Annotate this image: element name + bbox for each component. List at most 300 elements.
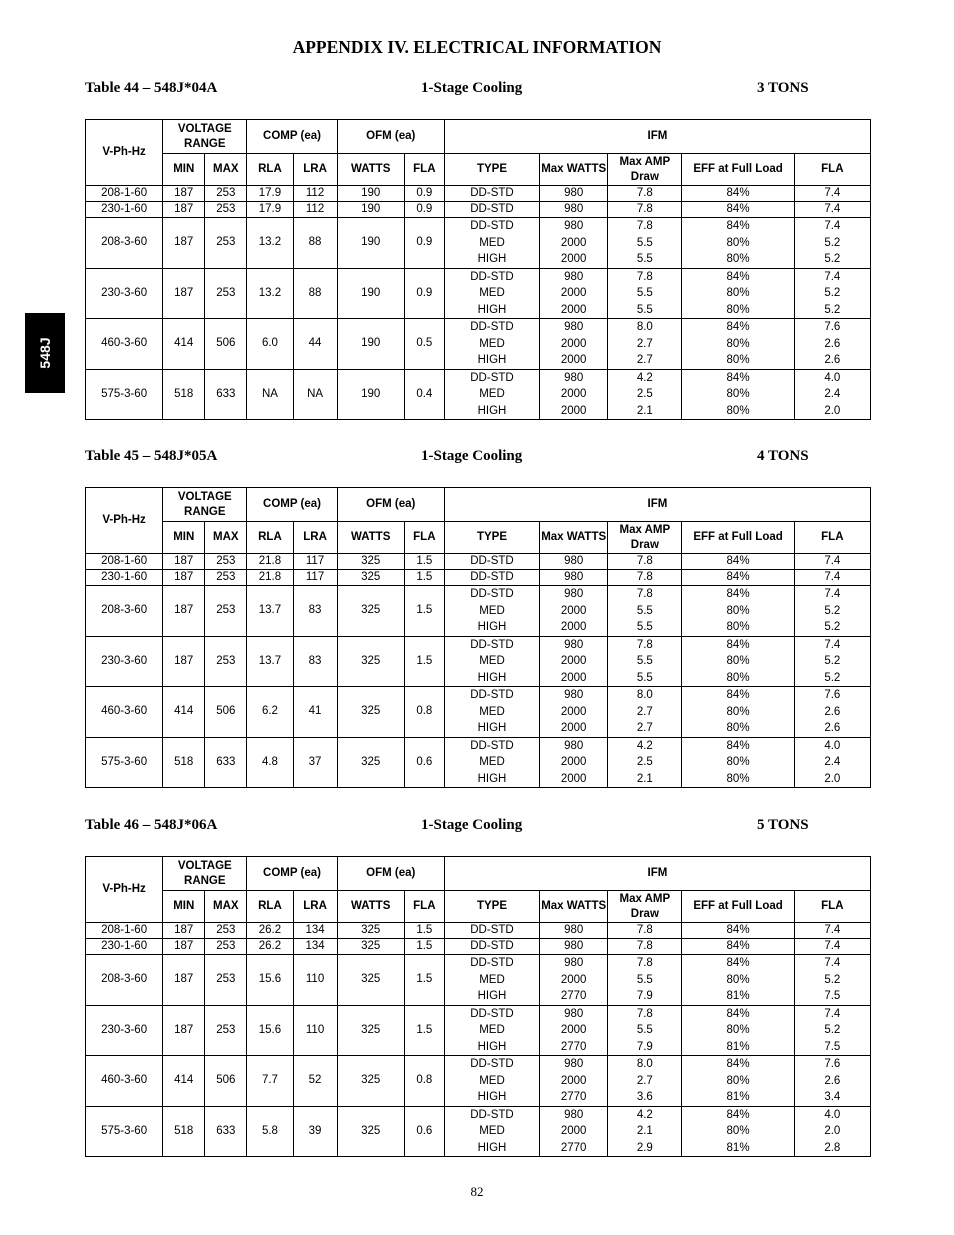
header-row: [86, 522, 871, 554]
table-row: [86, 1005, 871, 1056]
ifm-eff-cell: [682, 268, 794, 319]
ifm-type-value: MED: [479, 287, 505, 299]
ifm-eff-value: 80%: [726, 337, 750, 350]
ifm-type-value: HIGH: [477, 354, 507, 366]
ifm-type-value: HIGH: [477, 722, 507, 734]
header-watts: WATTS: [337, 891, 404, 923]
ifm-eff-value: 80%: [726, 236, 750, 249]
ifm-fla-value: 5.2: [824, 604, 841, 617]
header-ifm-fla: FLA: [794, 891, 870, 923]
ifm-fla-cell: [794, 369, 870, 420]
ifm-type-value: DD-STD: [470, 739, 514, 752]
ifm-watts-value: 2000: [560, 1024, 587, 1036]
header-voltage-range: VOLTAGE RANGE: [163, 857, 247, 891]
header-rla: RLA: [247, 522, 293, 554]
ifm-eff-cell: [682, 369, 794, 420]
ifm-type-value: MED: [479, 1074, 505, 1087]
ifm-watts-value: 2000: [560, 337, 587, 350]
ifm-fla-value: 7.5: [824, 1040, 841, 1053]
ifm-eff-value: 84%: [726, 371, 750, 384]
ifm-fla-value: 5.2: [824, 303, 841, 316]
rla-cell: 21.8: [247, 570, 293, 586]
header-max-watts: Max WATTS: [540, 891, 608, 923]
fla-cell: 0.5: [404, 319, 444, 370]
watts-cell: 190: [337, 186, 404, 202]
ifm-type-cell: DD-STD: [444, 939, 539, 955]
ifm-eff-value: 80%: [726, 388, 750, 400]
ifm-amp-cell: [608, 636, 682, 687]
header-ifm: IFM: [444, 857, 870, 891]
max-cell: 506: [205, 319, 247, 370]
ifm-amp-value: 8.0: [636, 1058, 653, 1070]
min-cell: 187: [163, 636, 205, 687]
header-ofm: OFM (ea): [337, 857, 444, 891]
ifm-watts-cell: [540, 737, 608, 788]
ifm-watts-cell: 980: [540, 186, 608, 202]
ifm-fla-value: 7.4: [824, 957, 841, 969]
ifm-type-value: DD-STD: [470, 638, 514, 651]
max-cell: 253: [205, 636, 247, 687]
rla-cell: NA: [247, 369, 293, 420]
vph-cell: 460-3-60: [86, 687, 163, 738]
ifm-amp-value: 2.1: [636, 1125, 653, 1137]
ifm-type-value: MED: [479, 973, 505, 986]
ifm-fla-value: 7.4: [824, 1007, 841, 1020]
ifm-eff-value: 80%: [726, 772, 750, 785]
ifm-amp-value: 8.0: [636, 689, 653, 701]
ifm-amp-value: 7.8: [636, 957, 653, 969]
ifm-amp-cell: [608, 268, 682, 319]
ifm-type-value: HIGH: [477, 990, 507, 1002]
ifm-fla-value: 7.6: [824, 689, 841, 701]
ifm-eff-cell: [682, 319, 794, 370]
header-ofm: OFM (ea): [337, 120, 444, 154]
vph-cell: 208-3-60: [86, 218, 163, 269]
watts-cell: 325: [337, 554, 404, 570]
table-tons: 5 TONS: [757, 817, 809, 833]
table-row: [86, 268, 871, 319]
ifm-amp-value: 7.8: [636, 588, 653, 600]
ifm-fla-value: 4.0: [824, 1108, 841, 1121]
header-max-amp-draw: Max AMP Draw: [608, 154, 682, 186]
ifm-type-value: MED: [479, 388, 505, 400]
ifm-type-value: DD-STD: [470, 1108, 514, 1121]
ifm-type-cell: DD-STD: [444, 202, 539, 218]
ifm-type-cell: [444, 1056, 539, 1107]
ifm-watts-value: 980: [564, 739, 584, 752]
ifm-eff-cell: [682, 1106, 794, 1157]
ifm-eff-value: 80%: [726, 973, 750, 986]
ifm-type-value: DD-STD: [470, 321, 514, 333]
ifm-fla-value: 2.0: [824, 772, 841, 785]
ifm-fla-value: 2.6: [824, 354, 841, 366]
ifm-watts-value: 2000: [560, 287, 587, 299]
ifm-watts-cell: [540, 369, 608, 420]
table-row: [86, 554, 871, 570]
header-min: MIN: [163, 154, 205, 186]
ifm-amp-value: 5.5: [636, 1024, 653, 1036]
ifm-watts-value: 2770: [560, 1040, 587, 1053]
ifm-eff-value: 84%: [726, 270, 750, 283]
side-tab-label: 548J: [37, 337, 53, 369]
ifm-watts-cell: [540, 1005, 608, 1056]
ifm-fla-cell: [794, 268, 870, 319]
header-eff: EFF at Full Load: [682, 154, 794, 186]
ifm-fla-value: 5.2: [824, 655, 841, 667]
ifm-eff-value: 80%: [726, 1074, 750, 1087]
ifm-watts-cell: [540, 955, 608, 1006]
ifm-type-cell: DD-STD: [444, 570, 539, 586]
watts-cell: 325: [337, 939, 404, 955]
rla-cell: 13.2: [247, 218, 293, 269]
ifm-fla-value: 5.2: [824, 1024, 841, 1036]
ifm-watts-value: 980: [564, 1058, 584, 1070]
ifm-eff-cell: 84%: [682, 939, 794, 955]
watts-cell: 325: [337, 687, 404, 738]
ifm-watts-value: 980: [564, 371, 584, 384]
ifm-eff-cell: [682, 955, 794, 1006]
ifm-watts-value: 2000: [560, 772, 587, 785]
ifm-watts-value: 2000: [560, 404, 587, 417]
ifm-fla-cell: 7.4: [794, 939, 870, 955]
min-cell: 518: [163, 1106, 205, 1157]
ifm-type-value: DD-STD: [470, 1058, 514, 1070]
ifm-fla-cell: [794, 218, 870, 269]
table-heading: [85, 448, 871, 468]
fla-cell: 1.5: [404, 955, 444, 1006]
table-stage: 1-Stage Cooling: [421, 817, 523, 833]
ifm-amp-cell: [608, 1005, 682, 1056]
rla-cell: 15.6: [247, 955, 293, 1006]
header-max-amp-draw: Max AMP Draw: [608, 891, 682, 923]
watts-cell: 325: [337, 737, 404, 788]
ifm-watts-value: 980: [564, 1007, 584, 1020]
rla-cell: 17.9: [247, 186, 293, 202]
max-cell: 253: [205, 570, 247, 586]
ifm-watts-value: 2000: [560, 303, 587, 316]
page-number: 82: [470, 1184, 484, 1199]
ifm-type-value: HIGH: [477, 253, 507, 265]
ifm-eff-value: 84%: [726, 1007, 750, 1020]
header-min: MIN: [163, 522, 205, 554]
ifm-watts-value: 2000: [560, 671, 587, 684]
ifm-type-value: DD-STD: [470, 1007, 514, 1020]
header-type: TYPE: [444, 891, 539, 923]
fla-cell: 0.8: [404, 1056, 444, 1107]
ifm-type-cell: [444, 636, 539, 687]
lra-cell: 88: [293, 268, 337, 319]
ifm-type-value: MED: [479, 604, 505, 617]
ifm-fla-value: 2.6: [824, 705, 841, 718]
ifm-fla-value: 7.6: [824, 1058, 841, 1070]
ifm-amp-cell: [608, 369, 682, 420]
ifm-type-cell: [444, 268, 539, 319]
ifm-fla-value: 2.6: [824, 722, 841, 734]
watts-cell: 325: [337, 1106, 404, 1157]
header-max: MAX: [205, 891, 247, 923]
ifm-fla-cell: 7.4: [794, 923, 870, 939]
vph-cell: 208-1-60: [86, 186, 163, 202]
ifm-fla-value: 5.2: [824, 236, 841, 249]
ifm-amp-cell: [608, 218, 682, 269]
ifm-eff-cell: [682, 737, 794, 788]
max-cell: 253: [205, 939, 247, 955]
ifm-watts-cell: [540, 636, 608, 687]
header-fla: FLA: [404, 154, 444, 186]
fla-cell: 1.5: [404, 586, 444, 637]
header-ifm: IFM: [444, 488, 870, 522]
ifm-type-value: HIGH: [477, 621, 507, 633]
ifm-fla-value: 7.5: [824, 990, 841, 1002]
ifm-watts-value: 2000: [560, 1074, 587, 1087]
ifm-eff-value: 80%: [726, 354, 750, 366]
ifm-type-cell: [444, 1106, 539, 1157]
ifm-eff-value: 84%: [726, 1108, 750, 1121]
ifm-eff-value: 80%: [726, 621, 750, 633]
ifm-amp-value: 7.8: [636, 638, 653, 651]
ifm-watts-cell: 980: [540, 202, 608, 218]
ifm-type-cell: DD-STD: [444, 554, 539, 570]
ifm-amp-cell: [608, 586, 682, 637]
ifm-fla-cell: [794, 1005, 870, 1056]
watts-cell: 325: [337, 586, 404, 637]
rla-cell: 4.8: [247, 737, 293, 788]
side-tab: [25, 313, 65, 393]
ifm-watts-cell: [540, 218, 608, 269]
rla-cell: 7.7: [247, 1056, 293, 1107]
table-row: [86, 202, 871, 218]
ifm-fla-value: 7.4: [824, 220, 841, 232]
ifm-type-cell: [444, 687, 539, 738]
table-tons: 3 TONS: [757, 80, 809, 96]
ifm-watts-value: 980: [564, 689, 584, 701]
ifm-fla-cell: [794, 319, 870, 370]
ifm-type-value: MED: [479, 337, 505, 350]
electrical-table: [85, 487, 871, 788]
table-title: Table 46 – 548J*06A: [85, 817, 218, 833]
ifm-type-cell: [444, 955, 539, 1006]
min-cell: 187: [163, 268, 205, 319]
min-cell: 414: [163, 319, 205, 370]
ifm-watts-value: 2000: [560, 253, 587, 265]
table-stage: 1-Stage Cooling: [421, 80, 523, 96]
fla-cell: 0.9: [404, 218, 444, 269]
ifm-fla-value: 2.0: [824, 404, 841, 417]
ifm-fla-cell: [794, 1106, 870, 1157]
min-cell: 187: [163, 218, 205, 269]
table-heading: [85, 817, 871, 837]
vph-cell: 208-3-60: [86, 955, 163, 1006]
vph-cell: 230-3-60: [86, 636, 163, 687]
header-lra: LRA: [293, 891, 337, 923]
lra-cell: 83: [293, 586, 337, 637]
ifm-type-value: MED: [479, 705, 505, 718]
ifm-type-cell: DD-STD: [444, 186, 539, 202]
ifm-amp-value: 7.8: [636, 220, 653, 232]
ifm-amp-value: 5.5: [636, 287, 653, 299]
ifm-watts-cell: [540, 1106, 608, 1157]
header-voltage-range: VOLTAGE RANGE: [163, 488, 247, 522]
min-cell: 187: [163, 939, 205, 955]
header-fla: FLA: [404, 522, 444, 554]
ifm-amp-cell: 7.8: [608, 923, 682, 939]
fla-cell: 0.6: [404, 1106, 444, 1157]
ifm-amp-value: 2.9: [636, 1141, 653, 1154]
ifm-fla-cell: [794, 636, 870, 687]
fla-cell: 1.5: [404, 939, 444, 955]
vph-cell: 230-1-60: [86, 939, 163, 955]
ifm-fla-value: 7.4: [824, 588, 841, 600]
header-vph: V-Ph-Hz: [86, 488, 163, 554]
min-cell: 414: [163, 1056, 205, 1107]
ifm-eff-cell: 84%: [682, 202, 794, 218]
rla-cell: 26.2: [247, 939, 293, 955]
fla-cell: 0.9: [404, 202, 444, 218]
ifm-fla-cell: 7.4: [794, 554, 870, 570]
max-cell: 633: [205, 369, 247, 420]
min-cell: 518: [163, 369, 205, 420]
ifm-amp-cell: [608, 319, 682, 370]
lra-cell: 44: [293, 319, 337, 370]
ifm-amp-cell: [608, 1106, 682, 1157]
min-cell: 187: [163, 1005, 205, 1056]
ifm-eff-value: 80%: [726, 1024, 750, 1036]
ifm-eff-value: 80%: [726, 303, 750, 316]
ifm-eff-value: 80%: [726, 287, 750, 299]
ifm-type-value: DD-STD: [470, 689, 514, 701]
ifm-watts-cell: [540, 319, 608, 370]
header-eff: EFF at Full Load: [682, 522, 794, 554]
ifm-type-value: DD-STD: [470, 588, 514, 600]
ifm-fla-cell: [794, 586, 870, 637]
header-ifm: IFM: [444, 120, 870, 154]
ifm-type-cell: [444, 319, 539, 370]
vph-cell: 230-1-60: [86, 570, 163, 586]
ifm-amp-value: 5.5: [636, 671, 653, 684]
ifm-eff-value: 80%: [726, 604, 750, 617]
ifm-fla-value: 3.4: [824, 1091, 841, 1103]
ifm-type-value: DD-STD: [470, 270, 514, 283]
ifm-amp-value: 2.7: [636, 337, 653, 350]
header-vph: V-Ph-Hz: [86, 120, 163, 186]
ifm-type-cell: [444, 586, 539, 637]
header-voltage-range: VOLTAGE RANGE: [163, 120, 247, 154]
ifm-fla-value: 7.6: [824, 321, 841, 333]
ifm-amp-value: 2.7: [636, 705, 653, 718]
vph-cell: 208-3-60: [86, 586, 163, 637]
ifm-amp-value: 7.8: [636, 1007, 653, 1020]
ifm-type-value: HIGH: [477, 303, 507, 316]
min-cell: 187: [163, 586, 205, 637]
ifm-watts-value: 2000: [560, 236, 587, 249]
ifm-eff-cell: 84%: [682, 570, 794, 586]
ifm-eff-value: 81%: [726, 1091, 750, 1103]
ifm-eff-cell: [682, 218, 794, 269]
max-cell: 253: [205, 554, 247, 570]
table-row: [86, 687, 871, 738]
table-row: [86, 636, 871, 687]
ifm-type-value: HIGH: [477, 1091, 507, 1103]
ifm-eff-value: 80%: [726, 253, 750, 265]
rla-cell: 17.9: [247, 202, 293, 218]
vph-cell: 230-3-60: [86, 1005, 163, 1056]
page-title: APPENDIX IV. ELECTRICAL INFORMATION: [292, 37, 662, 57]
ifm-eff-value: 80%: [726, 1125, 750, 1137]
table-row: [86, 570, 871, 586]
min-cell: 414: [163, 687, 205, 738]
ifm-eff-value: 81%: [726, 1040, 750, 1053]
header-watts: WATTS: [337, 522, 404, 554]
table-row: [86, 186, 871, 202]
ifm-fla-value: 2.6: [824, 337, 841, 350]
ifm-amp-cell: 7.8: [608, 554, 682, 570]
ifm-amp-cell: 7.8: [608, 939, 682, 955]
ifm-eff-value: 84%: [726, 321, 750, 333]
ifm-fla-cell: 7.4: [794, 186, 870, 202]
fla-cell: 0.6: [404, 737, 444, 788]
ifm-watts-cell: 980: [540, 554, 608, 570]
header-comp: COMP (ea): [247, 857, 337, 891]
header-row: [86, 488, 871, 522]
header-ifm-fla: FLA: [794, 522, 870, 554]
table-row: [86, 586, 871, 637]
header-type: TYPE: [444, 154, 539, 186]
ifm-watts-cell: [540, 1056, 608, 1107]
header-row: [86, 891, 871, 923]
watts-cell: 190: [337, 268, 404, 319]
ifm-watts-value: 980: [564, 270, 584, 283]
header-min: MIN: [163, 891, 205, 923]
fla-cell: 0.4: [404, 369, 444, 420]
rla-cell: 6.0: [247, 319, 293, 370]
ifm-fla-cell: [794, 737, 870, 788]
ifm-fla-value: 2.4: [824, 756, 841, 768]
ifm-amp-value: 2.7: [636, 1074, 653, 1087]
fla-cell: 1.5: [404, 554, 444, 570]
ifm-type-cell: DD-STD: [444, 923, 539, 939]
table-row: [86, 955, 871, 1006]
lra-cell: NA: [293, 369, 337, 420]
vph-cell: 575-3-60: [86, 1106, 163, 1157]
ifm-watts-value: 2000: [560, 722, 587, 734]
lra-cell: 134: [293, 923, 337, 939]
lra-cell: 37: [293, 737, 337, 788]
ifm-type-value: HIGH: [477, 404, 507, 417]
ifm-eff-value: 84%: [726, 739, 750, 752]
table-row: [86, 1056, 871, 1107]
ifm-watts-value: 2770: [560, 1141, 587, 1154]
ifm-eff-value: 84%: [726, 588, 750, 600]
header-rla: RLA: [247, 891, 293, 923]
watts-cell: 325: [337, 636, 404, 687]
ifm-fla-value: 5.2: [824, 287, 841, 299]
table-stage: 1-Stage Cooling: [421, 448, 523, 464]
max-cell: 506: [205, 687, 247, 738]
ifm-eff-value: 80%: [726, 655, 750, 667]
ifm-eff-cell: [682, 687, 794, 738]
ifm-eff-value: 80%: [726, 705, 750, 718]
rla-cell: 13.7: [247, 636, 293, 687]
vph-cell: 230-3-60: [86, 268, 163, 319]
lra-cell: 41: [293, 687, 337, 738]
ifm-eff-value: 84%: [726, 220, 750, 232]
ifm-watts-value: 980: [564, 1108, 584, 1121]
ifm-fla-value: 5.2: [824, 671, 841, 684]
ifm-amp-value: 4.2: [636, 371, 653, 384]
ifm-amp-value: 5.5: [636, 253, 653, 265]
ifm-type-value: HIGH: [477, 1141, 507, 1154]
fla-cell: 0.8: [404, 687, 444, 738]
